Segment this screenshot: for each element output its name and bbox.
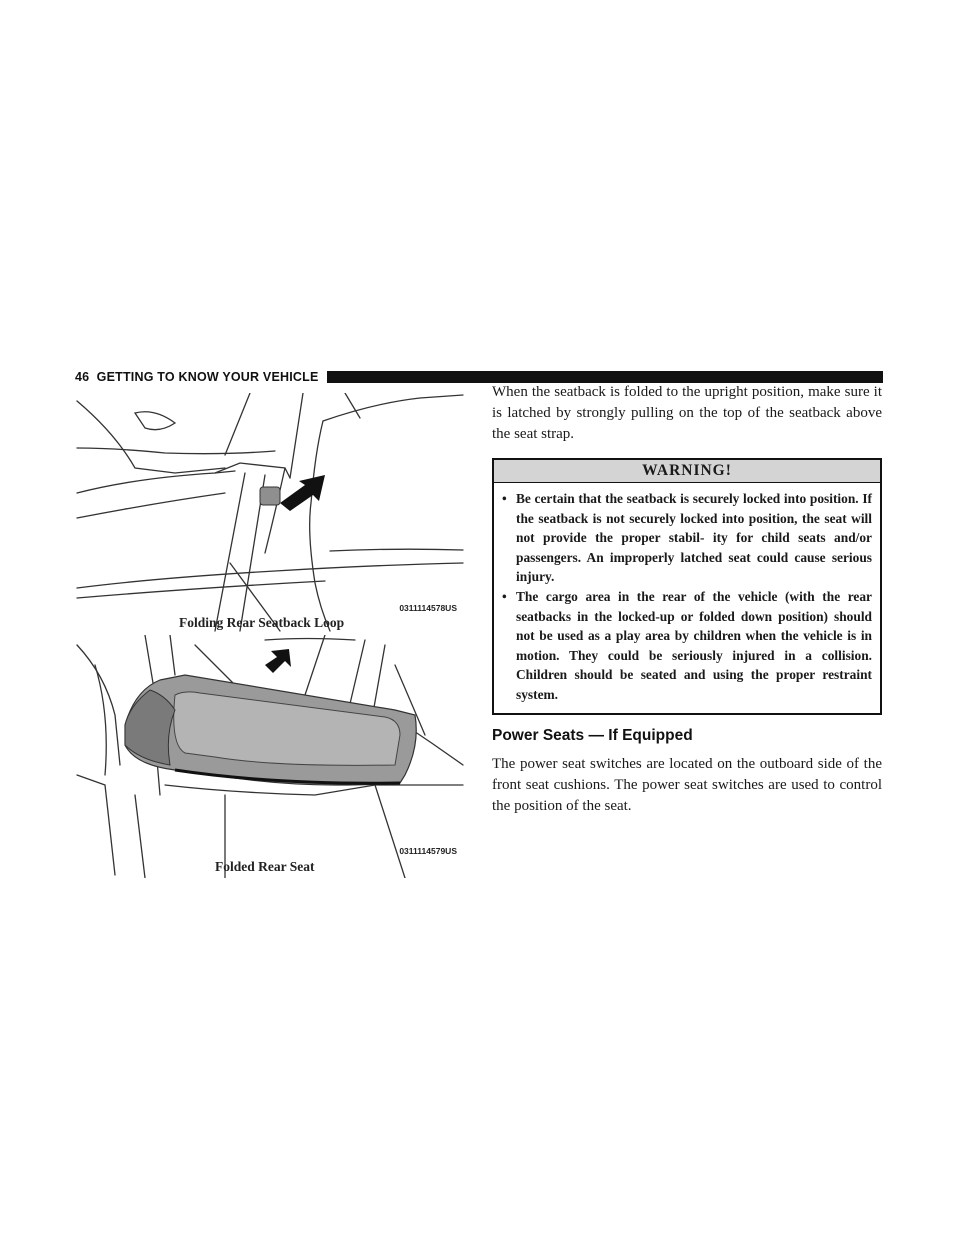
page-header-text <box>75 370 319 384</box>
figure-code: 0311114579US <box>399 846 457 856</box>
bullet-icon: • <box>502 588 507 604</box>
warning-item <box>502 489 872 587</box>
figure-caption: Folded Rear Seat <box>215 859 315 874</box>
right-column <box>492 382 882 817</box>
warning-list <box>494 483 880 713</box>
warning-item <box>502 587 872 705</box>
warning-item-text: Be certain that the seatback is securely locked into position. If the seatback is not securely locked into position, the seat will not provide the proper stabil- ity for child seats and/or passengers. An improperly latched seat could cause serious injury. <box>516 491 872 585</box>
section-heading: Power Seats — If Equipped <box>492 726 693 744</box>
figure-code: 0311114578US <box>399 603 457 613</box>
figure-caption: Folding Rear Seatback Loop <box>179 615 345 630</box>
figure-folded-rear-seat <box>75 635 465 878</box>
warning-item-text: The cargo area in the rear of the vehicle (with the rear seatbacks in the locked-up or folded down position) should not be used as a play area by children when the vehicle is in motion. They could be seriously injured in a collision. Children should be seated and using the proper restraint system. <box>516 588 872 702</box>
section-body: The power seat switches are located on the outboard side of the front seat cushions. The power seat switches are used to control the position of the seat. <box>492 755 882 814</box>
section-title: GETTING TO KNOW YOUR VEHICLE <box>96 370 319 384</box>
bullet-icon: • <box>502 491 507 506</box>
page-number: 46 <box>75 370 90 384</box>
warning-title: WARNING! <box>494 460 880 483</box>
figure-folding-seatback-loop <box>75 393 465 633</box>
warning-box <box>492 458 882 715</box>
folded-seat-illustration <box>75 635 465 878</box>
seatback-loop-illustration <box>75 393 465 633</box>
intro-paragraph: When the seatback is folded to the upright position, make sure it is latched by strongly pulling on the top of the seatback above the seat strap. <box>492 384 882 442</box>
